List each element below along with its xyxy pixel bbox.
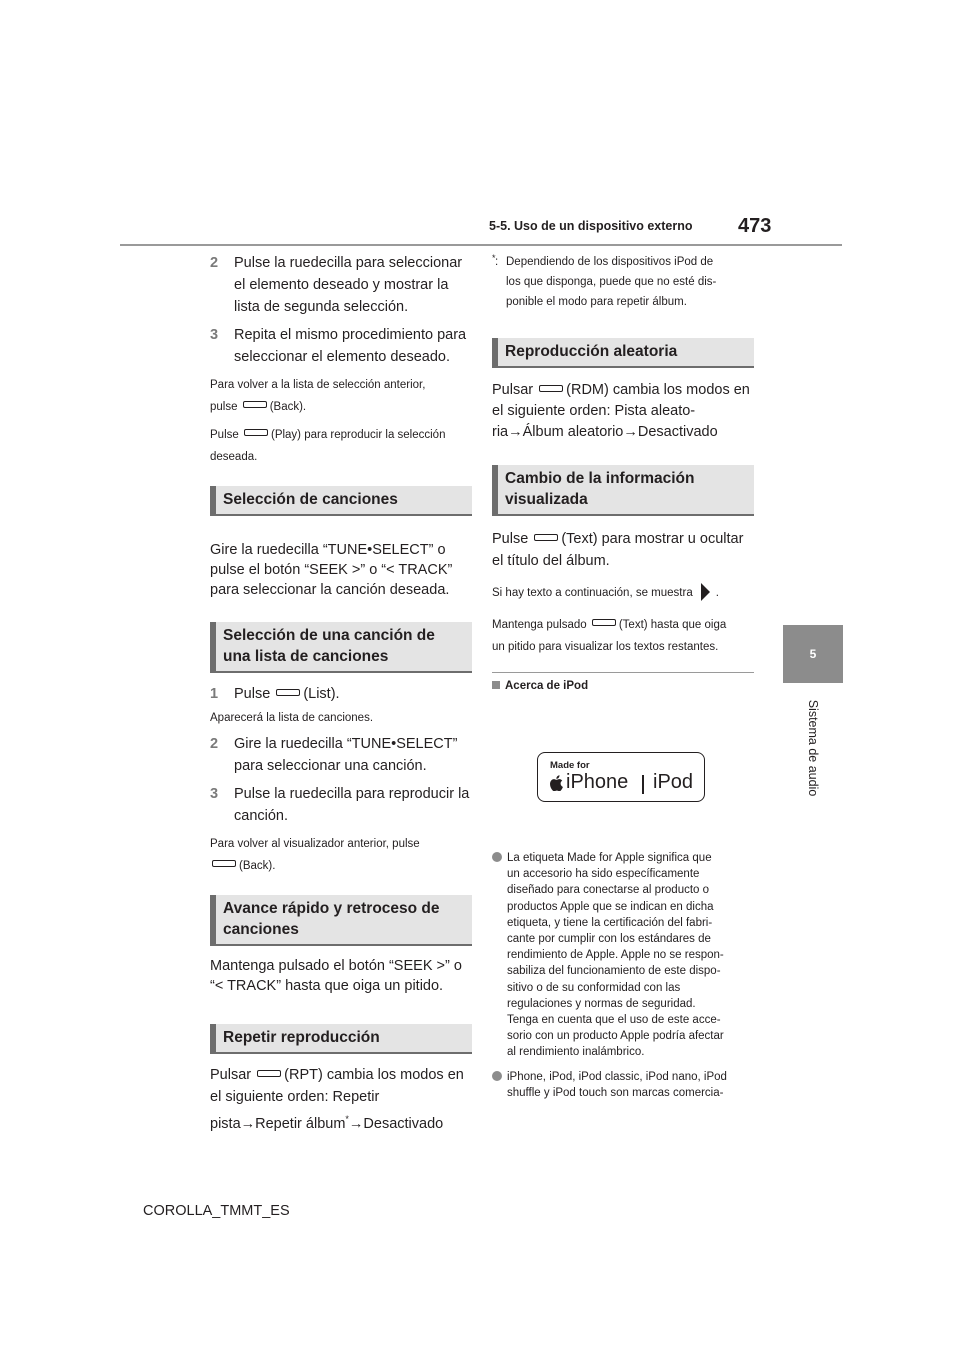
text: Pulsar — [492, 382, 534, 398]
bullet-line: etiqueta, y tiene la certificación del fabri- — [507, 916, 713, 929]
text: pista — [210, 1115, 241, 1132]
footnote-line: ponible el modo para repetir álbum. — [506, 296, 687, 308]
step-number: 2 — [210, 736, 219, 752]
text: Pulse — [492, 531, 529, 547]
step-3 — [210, 324, 472, 368]
note-text: (Back). — [269, 401, 307, 413]
note-volver-line1: Para volver al visualizador anterior, pulse — [210, 838, 420, 850]
bullet-line: regulaciones y normas de seguridad. — [507, 997, 696, 1010]
text: (RPT) cambia los modos en — [284, 1067, 464, 1083]
step-number: 3 — [210, 786, 219, 802]
footnote-line: los que disponga, puede que no esté dis- — [506, 276, 717, 288]
text: Desactivado — [637, 424, 718, 440]
step-number: 1 — [210, 686, 219, 702]
rpt-button-icon — [257, 1070, 281, 1077]
repetir-line3 — [210, 1108, 472, 1135]
step-text: Pulse — [234, 686, 271, 702]
bullet-line: shuffle y iPod touch son marcas comercia- — [507, 1086, 724, 1099]
note-text: pulse — [210, 401, 238, 413]
bullet-line: sabiliza del funcionamiento de este dispo- — [507, 965, 721, 978]
heading-aleatoria: Reproducción aleatoria — [492, 338, 754, 368]
bullet-line: sorio con un producto Apple podría afectar — [507, 1030, 724, 1043]
chapter-label-text: Sistema de audio — [806, 699, 820, 797]
bullet-line: Tenga en cuenta que el uso de este acce- — [507, 1014, 721, 1027]
heading-seleccion-canciones: Selección de canciones — [210, 486, 472, 516]
bullet-made-for-apple — [492, 850, 754, 1061]
bullet-icon — [492, 1071, 502, 1081]
bullet-line: productos Apple que se indican en dicha — [507, 900, 714, 913]
list-step-3 — [210, 783, 472, 827]
page-number: 473 — [738, 215, 772, 237]
heading-info-visualizada: Cambio de la información visualizada — [492, 465, 754, 516]
texto-line2: el título del álbum. — [492, 553, 610, 569]
paragraph-texto — [492, 528, 754, 572]
footnote-colon: : — [495, 256, 499, 268]
note-back-line2 — [210, 396, 472, 418]
bullet-line: iPhone, iPod, iPod classic, iPod nano, iPod — [507, 1070, 727, 1083]
aleatoria-line1 — [492, 380, 754, 401]
note-play-line1 — [210, 424, 472, 446]
step-text: (List). — [303, 686, 340, 702]
paragraph-repetir — [210, 1064, 472, 1135]
list-button-icon — [276, 689, 300, 696]
note-text: (Back). — [239, 860, 276, 872]
footnote-line: Dependiendo de los dispositivos iPod de — [506, 256, 714, 268]
apple-logo-icon — [550, 775, 563, 791]
list-step-2 — [210, 733, 472, 777]
badge-separator — [642, 775, 644, 794]
note-mantenga-line1 — [492, 614, 754, 636]
section-rule — [492, 672, 754, 673]
arrow-icon: → — [240, 1115, 256, 1132]
repetir-line1 — [210, 1064, 472, 1086]
text: Desactivado — [363, 1115, 444, 1132]
text: (Text) hasta que oiga — [618, 619, 727, 631]
footnote-marker: * — [345, 1114, 349, 1124]
bullet-line: al rendimiento inalámbrico. — [507, 1046, 645, 1059]
note-text: Pulse — [210, 429, 239, 441]
footnote-marker: * — [492, 253, 496, 263]
text: Mantenga pulsado — [492, 619, 587, 631]
text-button-icon — [534, 534, 558, 541]
made-for-iphone-ipod-badge — [537, 752, 705, 802]
text: (Text) para mostrar u ocultar — [561, 531, 744, 547]
text: Repetir álbum — [255, 1115, 346, 1132]
bullet-line: rendimiento de Apple. Apple no se respon- — [507, 949, 724, 962]
bullet-line: La etiqueta Made for Apple significa que — [507, 852, 712, 864]
arrow-icon: → — [348, 1115, 364, 1132]
bullet-line: un accesorio ha sido específicamente — [507, 868, 700, 881]
rdm-button-icon — [539, 385, 563, 392]
bullet-line: cante por cumplir con los estándares de — [507, 933, 711, 946]
step-number: 3 — [210, 327, 219, 343]
bullet-line: sitivo o de su conformidad con las — [507, 981, 681, 994]
bullet-icon — [492, 852, 502, 862]
repetir-line2: el siguiente orden: Repetir — [210, 1089, 380, 1105]
chapter-tab: 5 — [783, 625, 843, 683]
paragraph-seleccion: Gire la ruedecilla “TUNE•SELECT” o pulse el botón “SEEK >” o “< TRACK” para seleccionar la canción deseada. — [210, 542, 453, 598]
badge-iphone: iPhone — [566, 771, 629, 793]
bullet-trademarks — [492, 1069, 754, 1101]
left-column — [210, 252, 472, 1141]
arrow-icon: → — [623, 424, 638, 440]
paragraph-avance: Mantenga pulsado el botón “SEEK >” o “< TRACK” hasta que oiga un pitido. — [210, 958, 462, 994]
text: Álbum aleatorio — [522, 424, 624, 440]
right-column — [492, 252, 754, 701]
subheading-acerca-ipod — [492, 675, 754, 697]
text-button-icon — [592, 619, 616, 626]
aleatoria-line2: el siguiente orden: Pista aleato- — [492, 403, 696, 419]
paragraph-aleatoria — [492, 380, 754, 443]
step-text: Repita el mismo procedimiento para seleccionar el elemento deseado. — [234, 327, 467, 365]
play-button-icon — [244, 429, 268, 436]
badge-made-for: Made for — [550, 760, 590, 771]
more-text-arrow-icon — [701, 583, 710, 601]
list-step-1 — [210, 683, 472, 705]
note-mantenga-line2: un pitido para visualizar los textos restantes. — [492, 641, 719, 653]
step-2 — [210, 252, 472, 318]
text: . — [715, 587, 719, 599]
section-title: 5-5. Uso de un dispositivo externo — [489, 219, 693, 233]
note-lista: Aparecerá la lista de canciones. — [210, 712, 374, 724]
note-play-line2: deseada. — [210, 451, 258, 463]
heading-repetir: Repetir reproducción — [210, 1024, 472, 1054]
square-bullet-icon — [492, 681, 500, 689]
text: Pulsar — [210, 1067, 252, 1083]
step-text: Pulse la ruedecilla para reproducir la canción. — [234, 786, 470, 824]
step-text: Gire la ruedecilla “TUNE•SELECT” para seleccionar una canción. — [234, 736, 458, 774]
bullet-list — [492, 850, 754, 1109]
step-number: 2 — [210, 255, 219, 271]
note-back-line1: Para volver a la lista de selección anterior, — [210, 379, 426, 391]
arrow-icon: → — [508, 424, 523, 440]
note-volver-line2 — [210, 855, 472, 877]
text: Acerca de iPod — [505, 680, 589, 692]
text: ria — [492, 424, 509, 440]
chapter-label — [805, 694, 821, 804]
note-si-hay-texto — [492, 582, 754, 604]
heading-avance: Avance rápido y retroceso de canciones — [210, 895, 472, 946]
badge-ipod: iPod — [653, 771, 694, 793]
text: (RDM) cambia los modos en — [566, 382, 750, 398]
bullet-line: diseñado para conectarse al producto o — [507, 884, 710, 897]
footnote — [492, 252, 754, 312]
step-text: Pulse la ruedecilla para seleccionar el elemento deseado y mostrar la lista de segunda selección. — [234, 255, 463, 315]
header-rule — [120, 244, 842, 246]
aleatoria-line3 — [492, 422, 754, 443]
text: Si hay texto a continuación, se muestra — [492, 587, 693, 599]
texto-line1 — [492, 528, 754, 550]
footer-document-code: COROLLA_TMMT_ES — [143, 1203, 290, 1219]
back-button-icon — [212, 860, 236, 867]
note-text: (Play) para reproducir la selección — [270, 429, 446, 441]
heading-lista-canciones: Selección de una canción de una lista de canciones — [210, 622, 472, 673]
back-button-icon — [243, 401, 267, 408]
